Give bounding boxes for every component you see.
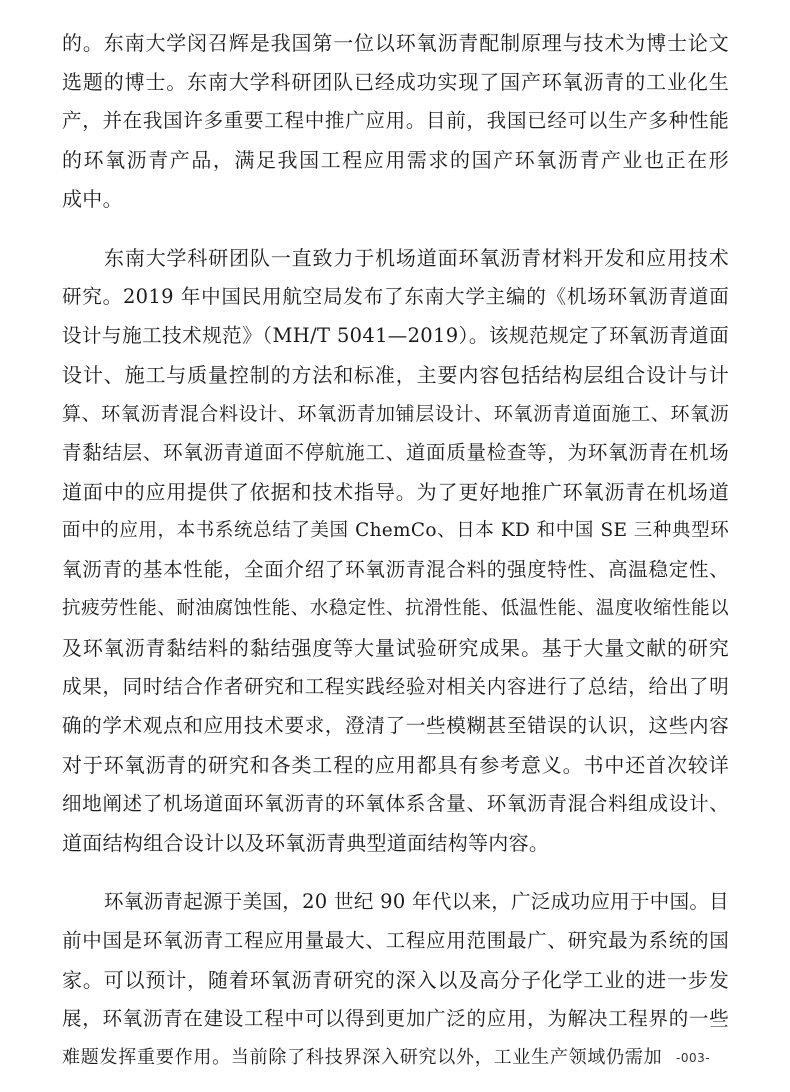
paragraph-2-line-1: 东南大学科研团队一直致力于机场道面环氧沥青材料开发和应用技术: [104, 246, 729, 270]
page-number: -003-: [676, 1051, 711, 1065]
paragraph-3-line-3: 家。可以预计，随着环氧沥青研究的深入以及高分子化学工业的进一步发: [62, 968, 729, 992]
paragraph-2-line-16: 道面结构组合设计以及环氧沥青典型道面结构等内容。: [62, 831, 550, 855]
paragraph-2-line-6: 青黏结层、环氧沥青道面不停航施工、道面质量检查等，为环氧沥青在机场: [62, 441, 729, 464]
paragraph-1-line-5: 成中。: [62, 187, 123, 211]
paragraph-2-line-7: 道面中的应用提供了依据和技术指导。为了更好地推广环氧沥青在机场道: [62, 480, 729, 504]
paragraph-2-line-9: 氧沥青的基本性能，全面介绍了环氧沥青混合料的强度特性、高温稳定性、: [62, 558, 729, 581]
paragraph-3-line-1: 环氧沥青起源于美国，20 世纪 90 年代以来，广泛成功应用于中国。目: [104, 890, 729, 913]
paragraph-1-line-2: 选题的博士。东南大学科研团队已经成功实现了国产环氧沥青的工业化生: [62, 70, 729, 94]
paragraph-2-line-11: 及环氧沥青黏结料的黏结强度等大量试验研究成果。基于大量文献的研究: [62, 636, 729, 660]
paragraph-2-line-3: 设计与施工技术规范》（MH/T 5041—2019）。该规范规定了环氧沥青道面: [62, 324, 729, 347]
paragraph-2-line-2: 研究。2019 年中国民用航空局发布了东南大学主编的《机场环氧沥青道面: [62, 285, 729, 308]
paragraph-2-line-14: 对于环氧沥青的研究和各类工程的应用都具有参考意义。书中还首次较详: [62, 753, 729, 777]
paragraph-2-line-10: 抗疲劳性能、耐油腐蚀性能、水稳定性、抗滑性能、低温性能、温度收缩性能以: [62, 598, 729, 619]
paragraph-3-line-4: 展，环氧沥青在建设工程中可以得到更加广泛的应用，为解决工程界的一些: [62, 1007, 729, 1030]
paragraph-2-line-13: 确的学术观点和应用技术要求，澄清了一些模糊甚至错误的认识，这些内容: [62, 714, 729, 737]
paragraph-2-line-5: 算、环氧沥青混合料设计、环氧沥青加铺层设计、环氧沥青道面施工、环氧沥: [62, 403, 729, 425]
paragraph-2-line-8: 面中的应用，本书系统总结了美国 ChemCo、日本 KD 和中国 SE 三种典型环: [62, 520, 729, 541]
paragraph-1-line-1: 的。东南大学闵召辉是我国第一位以环氧沥青配制原理与技术为博士论文: [62, 31, 729, 55]
paragraph-2-line-12: 成果，同时结合作者研究和工程实践经验对相关内容进行了总结，给出了明: [62, 675, 729, 698]
paragraph-2-line-4: 设计、施工与质量控制的方法和标准，主要内容包括结构层组合设计与计: [62, 363, 729, 387]
paragraph-3-line-2: 前中国是环氧沥青工程应用量最大、工程应用范围最广、研究最为系统的国: [62, 929, 729, 952]
paragraph-3-line-5: 难题发挥重要作用。当前除了科技界深入研究以外，工业生产领域仍需加: [62, 1047, 662, 1068]
paragraph-1-line-4: 的环氧沥青产品，满足我国工程应用需求的国产环氧沥青产业也正在形: [62, 148, 729, 172]
paragraph-2-line-15: 细地阐述了机场道面环氧沥青的环氧体系含量、环氧沥青混合料组成设计、: [62, 792, 729, 815]
paragraph-1-line-3: 产，并在我国许多重要工程中推广应用。目前，我国已经可以生产多种性能: [62, 109, 729, 132]
